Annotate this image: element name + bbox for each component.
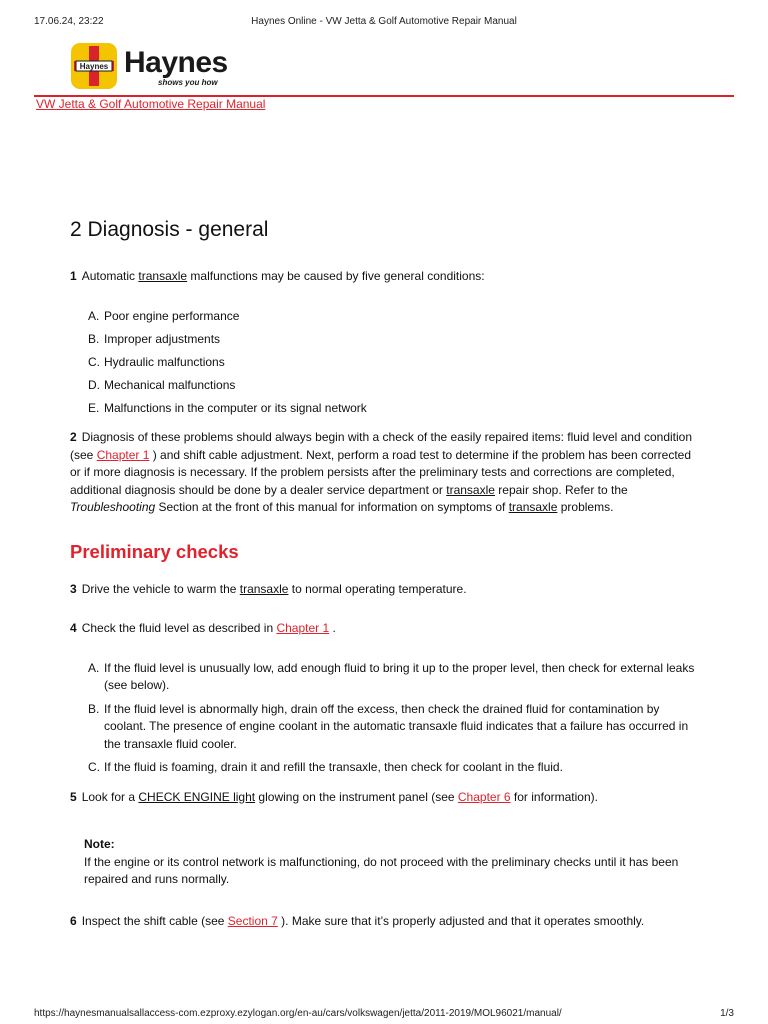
list-text: Hydraulic malfunctions <box>104 354 225 369</box>
list-item <box>88 331 696 349</box>
step-number: 3 <box>70 581 77 596</box>
step-6 <box>70 913 696 931</box>
list-letter: C. <box>88 354 100 369</box>
glossary-term[interactable]: transaxle <box>446 482 495 497</box>
step-text: ) and shift cable adjustment. Next, perform a road test to determine if the problem has been corrected or if more diagnosis is necessary. If the problem persists after the preliminary tests and corrections are completed, additional diagnosis should be done by a dealer service department or <box>70 447 692 497</box>
step-number: 5 <box>70 789 77 804</box>
step-4 <box>70 620 696 638</box>
step-text: Automatic <box>81 269 139 283</box>
list-text: If the fluid is foaming, drain it and refill the transaxle, then check for coolant in the fluid. <box>104 760 563 774</box>
step-2 <box>70 429 696 517</box>
step-number: 4 <box>70 621 77 635</box>
page-title: 2 Diagnosis - general <box>70 218 269 241</box>
step-text: Inspect the shift cable (see <box>81 913 228 928</box>
brand-name: Haynes <box>124 46 228 79</box>
step-text: Section at the front of this manual for information on symptoms of <box>155 500 509 514</box>
chapter-1-link[interactable]: Chapter 1 <box>96 447 150 462</box>
article-content <box>70 216 696 952</box>
list-item <box>88 308 696 326</box>
print-title: Haynes Online - VW Jetta & Golf Automotive Repair Manual <box>251 16 517 27</box>
list-text: Improper adjustments <box>104 331 221 346</box>
fluid-check-list <box>70 660 696 777</box>
step-number: 2 <box>70 430 77 444</box>
step-text: glowing on the instrument panel (see <box>255 789 458 804</box>
conditions-list <box>70 308 696 418</box>
list-item <box>88 400 696 418</box>
haynes-logo[interactable] <box>70 42 270 90</box>
step-text: Look for a <box>81 789 139 804</box>
list-item <box>88 660 696 695</box>
haynes-badge-icon <box>70 42 118 90</box>
note-box <box>84 836 696 889</box>
step-text: to normal operating temperature. <box>288 581 467 596</box>
list-text: If the fluid level is unusually low, add enough fluid to bring it up to the proper level, then check for external leaks (see below). <box>104 660 695 692</box>
brand-tagline: shows you how <box>158 78 218 87</box>
step-number: 6 <box>70 913 77 928</box>
step-text: malfunctions may be caused by five general conditions: <box>187 269 485 283</box>
glossary-term[interactable]: transaxle <box>508 500 558 514</box>
step-1 <box>70 268 696 286</box>
list-item <box>88 354 696 372</box>
section-7-link[interactable]: Section 7 <box>227 913 278 928</box>
note-label: Note: <box>84 837 115 851</box>
list-item <box>88 759 696 777</box>
page-url: https://haynesmanualsallaccess-com.ezproxy.ezylogan.org/en-au/cars/volkswagen/jetta/2011-2019/MOL96021/manual/ <box>34 1008 562 1019</box>
list-letter: E. <box>88 400 100 415</box>
breadcrumb-manual-link[interactable]: VW Jetta & Golf Automotive Repair Manual <box>36 97 266 111</box>
list-letter: B. <box>88 331 100 346</box>
chapter-6-link[interactable]: Chapter 6 <box>457 789 511 804</box>
list-text: If the fluid level is abnormally high, drain off the excess, then check the drained fluid for contamination by coolant. The presence of engine coolant in the automatic transaxle fluid indicates that a failure has occurred in the transaxle fluid cooler. <box>104 701 689 751</box>
list-letter: D. <box>88 377 100 392</box>
glossary-term[interactable]: transaxle <box>239 581 289 596</box>
list-letter: A. <box>88 308 100 323</box>
list-letter: A. <box>88 660 100 675</box>
list-text: Mechanical malfunctions <box>104 377 236 392</box>
print-date: 17.06.24, 23:22 <box>34 16 104 27</box>
step-number: 1 <box>70 269 77 283</box>
glossary-term[interactable]: transaxle <box>138 269 188 283</box>
step-text: Diagnosis of these problems should always begin with a check of the easily repaired items: fluid level and condition (see <box>70 430 693 462</box>
step-text: . <box>329 621 336 635</box>
troubleshooting-reference: Troubleshooting <box>70 500 156 514</box>
list-text: Malfunctions in the computer or its signal network <box>104 400 367 415</box>
step-text: Check the fluid level as described in <box>81 621 277 635</box>
list-item <box>88 701 696 754</box>
badge-text: Haynes <box>79 62 109 71</box>
step-3 <box>70 581 696 599</box>
step-text: repair shop. Refer to the <box>494 482 628 497</box>
list-item <box>88 377 696 395</box>
step-text: problems. <box>557 500 614 514</box>
step-text: ). Make sure that it’s properly adjusted and that it operates smoothly. <box>277 913 645 928</box>
glossary-term[interactable]: CHECK ENGINE light <box>138 789 256 804</box>
step-text: Drive the vehicle to warm the <box>81 581 240 596</box>
list-letter: B. <box>88 701 100 716</box>
section-heading: Preliminary checks <box>70 540 239 562</box>
list-text: Poor engine performance <box>104 308 240 323</box>
step-text: for information). <box>510 789 598 804</box>
page-number: 1/3 <box>720 1008 734 1019</box>
note-text: If the engine or its control network is malfunctioning, do not proceed with the preliminary checks until it has been repaired and runs normally. <box>84 854 679 886</box>
list-letter: C. <box>88 760 100 774</box>
step-5 <box>70 789 696 807</box>
chapter-1-link[interactable]: Chapter 1 <box>276 621 330 635</box>
